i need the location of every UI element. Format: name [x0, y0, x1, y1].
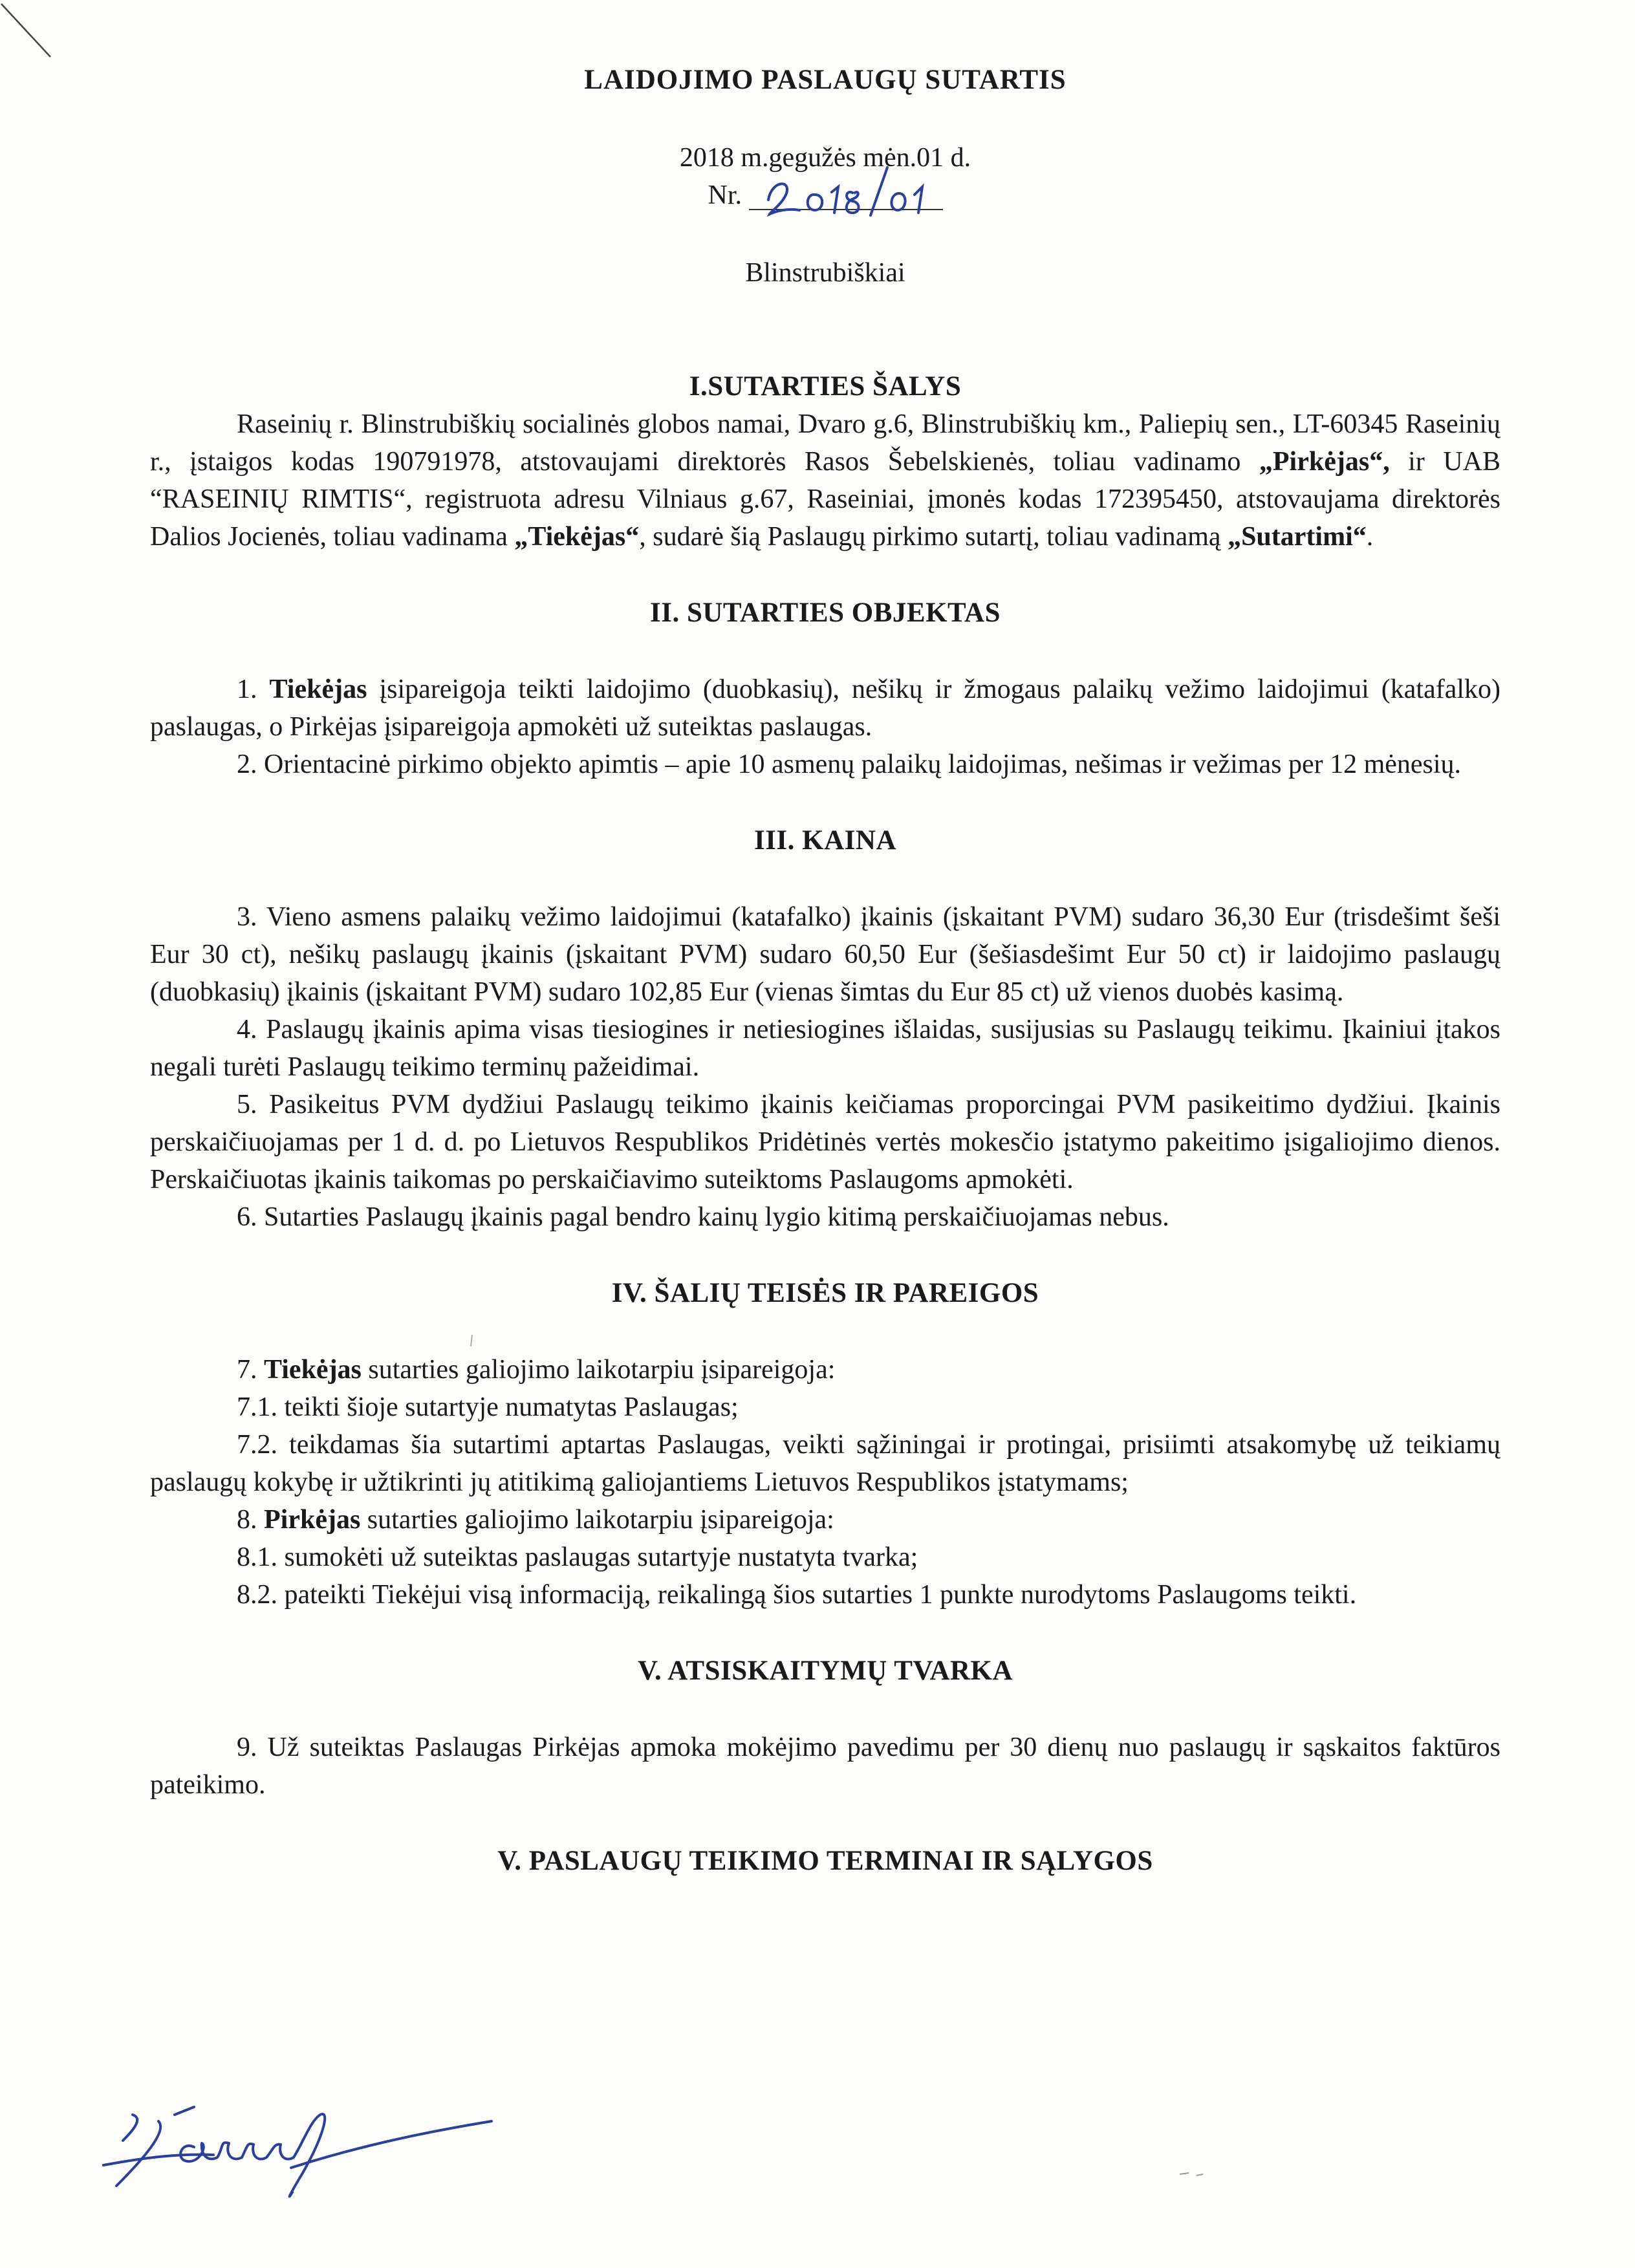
- section-title: II. SUTARTIES OBJEKTAS: [650, 598, 1001, 628]
- text-run: 7.: [237, 1355, 264, 1385]
- handwritten-number: [755, 161, 943, 219]
- text-run: 4. Paslaugų įkainis apima visas tiesiogines ir netiesiogines išlaidas, susijusias su Paslaugų teikimu. Įkainiui įtakos negali turėti Paslaugų teikimo terminų pažeidimai.: [150, 1015, 1500, 1082]
- text-run: 8.1. sumokėti už suteiktas paslaugas sutartyje nustatyta tvarka;: [237, 1542, 918, 1572]
- paragraph: [150, 1576, 1500, 1614]
- text-run: , sudarė šią Paslaugų pirkimo sutartį, toliau vadinamą: [639, 522, 1228, 552]
- paragraph: [150, 1426, 1500, 1501]
- document-number-line: [150, 177, 1500, 214]
- text-run: 5. Pasikeitus PVM dydžiui Paslaugų teikimo įkainis keičiamas proporcingai PVM pasikeitimo dydžiui. Įkainis perskaičiuojamas per 1 d. d. po Lietuvos Respublikos Pridėtinės vertės mokesčio įstatymo pakeitimo įsigaliojimo dienos. Perskaičiuotas įkainis taikomas po perskaičiavimo suteiktoms Paslaugoms apmokėti.: [150, 1090, 1500, 1194]
- document-page: [150, 61, 1500, 1919]
- bold-text: „Sutartimi“: [1228, 522, 1367, 552]
- text-run: 7.1. teikti šioje sutartyje numatytas Paslaugas;: [237, 1392, 739, 1422]
- corner-mark: [0, 0, 58, 65]
- text-run: .: [1366, 522, 1374, 552]
- text-run: įsipareigoja teikti laidojimo (duobkasių), nešikų ir žmogaus palaikų vežimo laidojimui (katafalko) paslaugas, o Pirkėjas įsipareigoja apmokėti už suteiktas paslaugas.: [150, 675, 1501, 742]
- text-run: 8.: [237, 1505, 264, 1535]
- text-run: 6. Sutarties Paslaugų įkainis pagal bendro kainų lygio kitimą perskaičiuojamas nebus.: [237, 1202, 1169, 1232]
- bold-text: Tiekėjas: [269, 675, 367, 704]
- paragraph: [150, 671, 1500, 746]
- paragraph: [150, 1539, 1500, 1576]
- paragraph: [150, 1086, 1500, 1198]
- paragraph: [150, 1729, 1500, 1804]
- bold-text: „Pirkėjas“,: [1259, 447, 1390, 477]
- bold-text: Pirkėjas: [264, 1505, 361, 1535]
- text-run: 3. Vieno asmens palaikų vežimo laidojimui (katafalko) įkainis (įskaitant PVM) sudaro 36,30 Eur (trisdešimt šeši Eur 30 ct), nešikų paslaugų įkainis (įskaitant PVM) sudaro 60,50 Eur (šešiasdešimt Eur 50 ct) ir laidojimo paslaugų (duobkasių) įkainis (įskaitant PVM) sudaro 102,85 Eur (vienas šimtas du Eur 85 ct) už vienos duobės kasimą.: [150, 902, 1500, 1007]
- text-run: 1.: [237, 675, 270, 704]
- number-field: [749, 177, 943, 214]
- scan-speck: [466, 1332, 479, 1352]
- text-run: 8.2. pateikti Tiekėjui visą informaciją, reikalingą šios sutarties 1 punkte nurodytoms Paslaugoms teikti.: [237, 1580, 1357, 1610]
- text-run: sutarties galiojimo laikotarpiu įsipareigoja:: [360, 1505, 834, 1535]
- text-run: Raseinių r. Blinstrubiškių socialinės globos namai, Dvaro g.6, Blinstrubiškių km., Paliepių sen., LT-60345 Raseinių r., įstaigos kodas 190791978, atstovaujami direktorės Rasos Šebelskienės, toliau vadinamo: [150, 409, 1500, 477]
- number-label: Nr.: [708, 180, 742, 210]
- text-run: sutarties galiojimo laikotarpiu įsipareigoja:: [361, 1355, 836, 1385]
- section-title: V. PASLAUGŲ TEIKIMO TERMINAI IR SĄLYGOS: [497, 1846, 1153, 1876]
- document-place: Blinstrubiškiai: [745, 258, 905, 288]
- document-sections: [150, 368, 1500, 1880]
- text-run: 9. Už suteiktas Paslaugas Pirkėjas apmoka mokėjimo pavedimu per 30 dienų nuo paslaugų ir sąskaitos faktūros pateikimo.: [150, 1733, 1500, 1800]
- bold-text: „Tiekėjas“: [514, 522, 640, 552]
- bold-text: Tiekėjas: [264, 1355, 362, 1385]
- paragraph: [150, 898, 1500, 1011]
- paragraph: [150, 1351, 1500, 1388]
- section-title: IV. ŠALIŲ TEISĖS IR PAREIGOS: [611, 1278, 1039, 1308]
- scan-speck: [1177, 2166, 1216, 2179]
- document-title: LAIDOJIMO PASLAUGŲ SUTARTIS: [584, 65, 1067, 95]
- paragraph: [150, 1388, 1500, 1426]
- text-run: 7.2. teikdamas šia sutartimi aptartas Paslaugas, veikti sąžiningai ir protingai, prisiimti atsakomybę už teikiamų paslaugų kokybę ir užtikrinti jų atitikimą galiojantiems Lietuvos Respublikos įstatymams;: [150, 1430, 1500, 1497]
- section-title: III. KAINA: [753, 825, 897, 856]
- section-title: V. ATSISKAITYMŲ TVARKA: [637, 1656, 1013, 1686]
- document-date: 2018 m.gegužės mėn.01 d.: [679, 143, 971, 173]
- paragraph: [150, 1501, 1500, 1539]
- paragraph: [150, 1198, 1500, 1236]
- text-run: 2. Orientacinė pirkimo objekto apimtis – apie 10 asmenų palaikų laidojimas, nešimas ir vežimas per 12 mėnesių.: [237, 750, 1462, 779]
- signature: [97, 2095, 511, 2205]
- section-title: I.SUTARTIES ŠALYS: [689, 371, 962, 402]
- paragraph: [150, 405, 1500, 556]
- text-run: ir UAB “RASEINIŲ RIMTIS“, registruota adresu Vilniaus g.67, Raseiniai, įmonės kodas 172395450, atstovaujama direktorės Dalios Jocienės, toliau vadinama: [150, 447, 1500, 552]
- paragraph: [150, 1011, 1500, 1086]
- paragraph: [150, 746, 1500, 783]
